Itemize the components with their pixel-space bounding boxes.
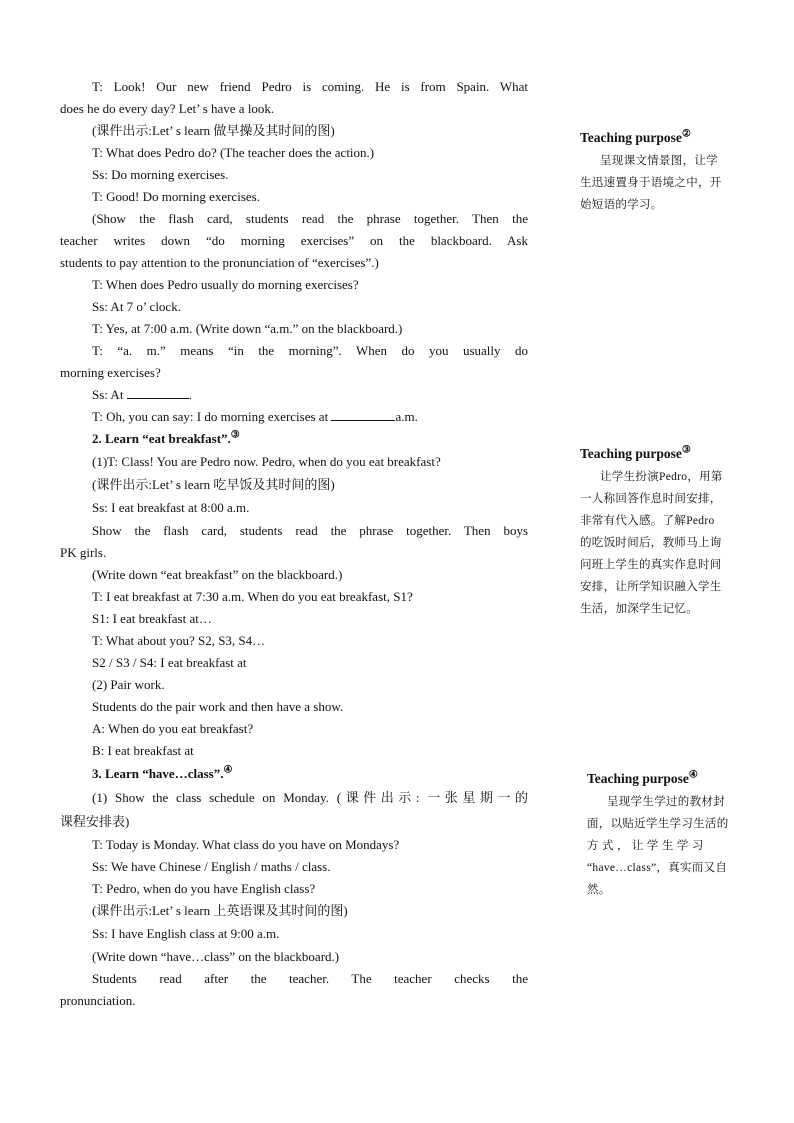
line-text: . [188, 387, 192, 402]
dialogue-line: A: When do you eat breakfast? [92, 721, 254, 736]
paragraph-line: teacher writes down “do morning exercises” on the blackboard. Ask [60, 233, 528, 248]
paragraph-line: T: Look! Our new friend Pedro is coming. He is from Spain. What [92, 79, 528, 94]
footnote-marker: ④ [688, 769, 698, 781]
heading-text: Teaching purpose [580, 130, 682, 145]
teaching-purpose-heading [580, 442, 750, 466]
fill-blank [331, 407, 395, 421]
dialogue-line: Ss: At 7 o’ clock. [92, 299, 181, 314]
courseware-note: (课件出示:Let’ s learn 吃早饭及其时间的图) [92, 477, 335, 492]
paragraph-line: (1) Show the class schedule on Monday. (课件出示: 一张星期一的 [92, 790, 528, 805]
paragraph-line: does he do every day? Let’ s have a look. [60, 101, 275, 116]
text-line: 生活，加深学生记忆。 [580, 603, 698, 615]
dialogue-line: Ss: We have Chinese / English / maths / class. [92, 859, 331, 874]
section-heading [60, 428, 528, 450]
text-line: 安排，让所学知识融入学生 [580, 581, 722, 593]
text-line: 面，以贴近学生学习生活的 [587, 818, 729, 830]
paragraph-line: (Write down “eat breakfast” on the blackboard.) [92, 567, 343, 582]
dialogue-line: T: I eat breakfast at 7:30 a.m. When do you eat breakfast, S1? [92, 589, 413, 604]
footnote-marker: ② [681, 128, 691, 140]
footnote-marker: ④ [223, 764, 233, 776]
paragraph-line: pronunciation. [60, 993, 136, 1008]
text-line: 生迅速置身于语境之中，开 [580, 177, 722, 189]
dialogue-line: Ss: I eat breakfast at 8:00 a.m. [92, 500, 250, 515]
footnote-marker: ③ [681, 444, 691, 456]
dialogue-line: T: Today is Monday. What class do you have on Mondays? [92, 837, 400, 852]
teaching-purpose-text [580, 150, 750, 216]
text-line: 呈现课文情景图，让学 [600, 155, 718, 167]
text-line: 让学生扮演Pedro，用第 [600, 471, 723, 483]
paragraph-line: Show the flash card, students read the phrase together. Then boys [92, 523, 528, 538]
dialogue-line: T: Yes, at 7:00 a.m. (Write down “a.m.” on the blackboard.) [92, 321, 403, 336]
dialogue-line: B: I eat breakfast at [92, 743, 194, 758]
heading-text: Teaching purpose [587, 771, 689, 786]
teaching-purpose-heading [587, 767, 755, 791]
text-line: 非常有代入感。了解Pedro [580, 515, 715, 527]
text-line: 始短语的学习。 [580, 199, 663, 211]
dialogue-line: morning exercises? [60, 365, 161, 380]
line-text: Ss: At [92, 387, 127, 402]
paragraph-line: (Show the flash card, students read the phrase together. Then the [92, 211, 528, 226]
footnote-marker: ③ [230, 429, 240, 441]
dialogue-line: T: Pedro, when do you have English class? [92, 881, 316, 896]
text-line: 方 式 ， 让 学 生 学 习 [587, 840, 704, 852]
fill-blank [127, 385, 189, 399]
dialogue-line: T: When does Pedro usually do morning exercises? [92, 277, 359, 292]
dialogue-line: T: What does Pedro do? (The teacher does the action.) [92, 145, 375, 160]
text-line: 一人称回答作息时间安排， [580, 493, 722, 505]
teaching-purpose-text [587, 791, 755, 901]
section-heading [60, 762, 528, 786]
heading-text: Teaching purpose [580, 446, 682, 461]
teaching-purpose-heading [580, 126, 750, 150]
dialogue-line: T: What about you? S2, S3, S4… [92, 633, 266, 648]
paragraph-line: 课程安排表) [60, 814, 130, 829]
text-line: “have…class”，真实而又自 [587, 862, 728, 874]
teaching-purpose-text [580, 466, 750, 620]
line-text: T: Oh, you can say: I do morning exercises at [92, 409, 332, 424]
paragraph-line: Students do the pair work and then have a show. [92, 699, 344, 714]
dialogue-line: T: Good! Do morning exercises. [92, 189, 260, 204]
dialogue-line [60, 406, 528, 428]
paragraph-line: (Write down “have…class” on the blackboard.) [92, 949, 340, 964]
dialogue-line: S2 / S3 / S4: I eat breakfast at [92, 655, 247, 670]
heading-text: 3. Learn “have…class”. [92, 766, 224, 781]
lesson-body [60, 76, 528, 1012]
dialogue-line: S1: I eat breakfast at… [92, 611, 212, 626]
heading-text: 2. Learn “eat breakfast”. [92, 431, 231, 446]
dialogue-line: (1)T: Class! You are Pedro now. Pedro, when do you eat breakfast? [92, 454, 441, 469]
courseware-note: (课件出示:Let’ s learn 上英语课及其时间的图) [92, 903, 348, 918]
paragraph-line: PK girls. [60, 545, 107, 560]
text-line: 的吃饭时间后，教师马上询 [580, 537, 722, 549]
teaching-purpose-2 [580, 126, 750, 216]
dialogue-line: Ss: Do morning exercises. [92, 167, 229, 182]
text-line: 问班上学生的真实作息时间 [580, 559, 722, 571]
text-line: 然。 [587, 884, 611, 896]
teaching-purpose-3 [580, 442, 750, 620]
teaching-purpose-4 [587, 767, 755, 901]
text-line: 呈现学生学过的教材封 [607, 796, 725, 808]
paragraph-line: Students read after the teacher. The teacher checks the [92, 971, 528, 986]
paragraph-line: (2) Pair work. [92, 677, 165, 692]
line-text: a.m. [395, 409, 418, 424]
dialogue-line: T: “a. m.” means “in the morning”. When do you usually do [92, 343, 528, 358]
paragraph-line: students to pay attention to the pronunciation of “exercises”.) [60, 255, 379, 270]
dialogue-line [60, 384, 528, 406]
dialogue-line: Ss: I have English class at 9:00 a.m. [92, 926, 280, 941]
courseware-note: (课件出示:Let’ s learn 做早操及其时间的图) [92, 123, 335, 138]
